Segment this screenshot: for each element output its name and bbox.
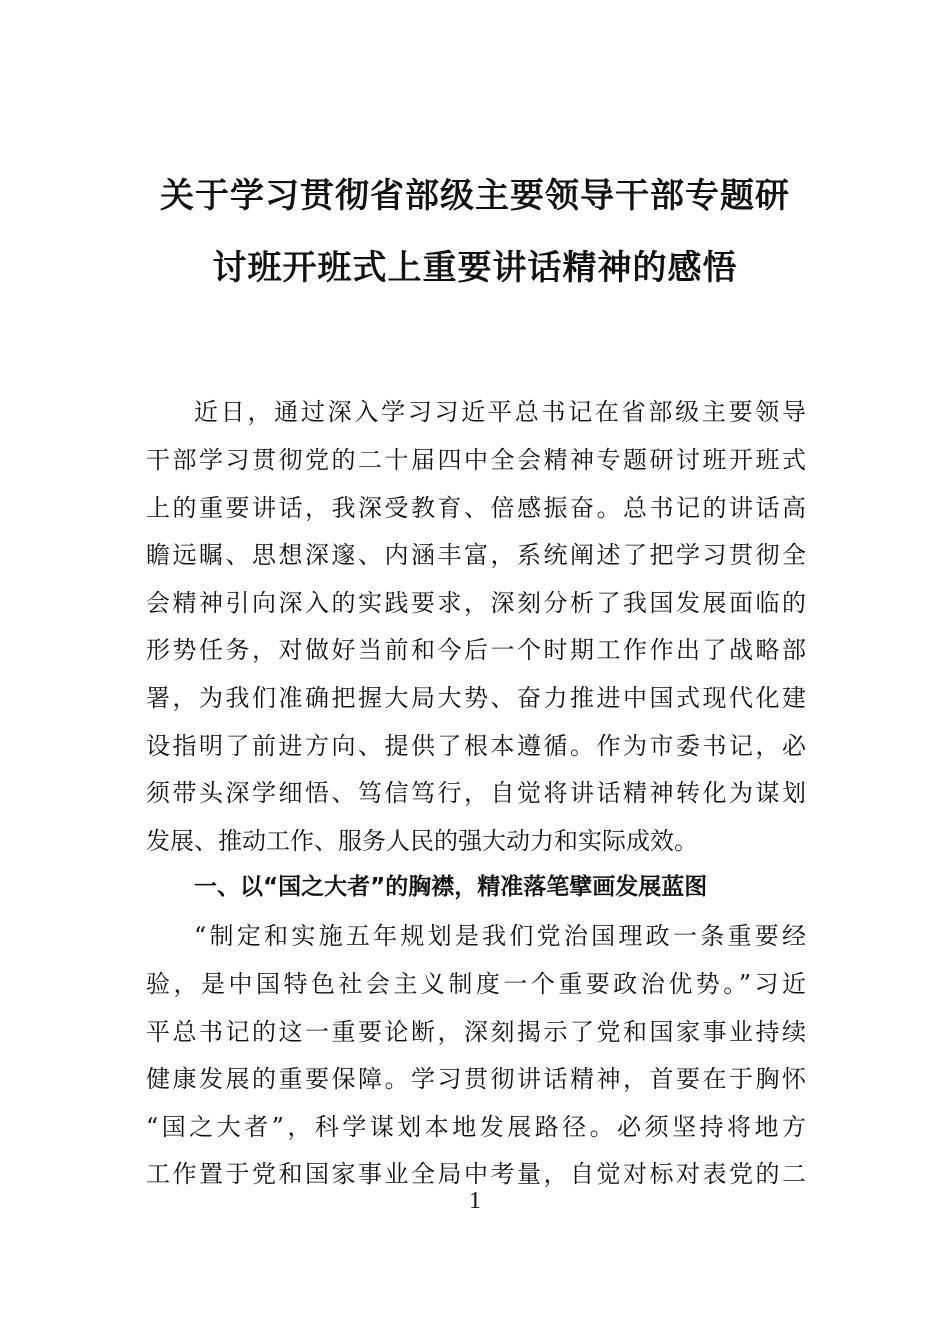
page-number: 1 [469,1188,481,1214]
paragraph-line: 近日，通过深入学习习近平总书记在省部级主要领导 [194,398,806,426]
paragraph-line: 瞻远瞩、思想深邃、内涵丰富，系统阐述了把学习贯彻全 [146,541,806,569]
paragraph-line: 署，为我们准确把握大局大势、奋力推进中国式现代化建 [146,684,806,712]
paragraph-line: 会精神引向深入的实践要求，深刻分析了我国发展面临的 [146,589,806,617]
section-heading-1: 一、以“国之大者”的胸襟，精准落笔擘画发展蓝图 [194,874,708,900]
paragraph-line: 发展、推动工作、服务人民的强大动力和实际成效。 [146,827,698,855]
document-title-line-1: 关于学习贯彻省部级主要领导干部专题研 [160,176,790,216]
paragraph-line: 干部学习贯彻党的二十届四中全会精神专题研讨班开班式 [146,446,806,474]
paragraph-line: 验，是中国特色社会主义制度一个重要政治优势。”习近 [146,970,806,998]
paragraph-line: 形势任务，对做好当前和今后一个时期工作作出了战略部 [146,636,806,664]
paragraph-line: 平总书记的这一重要论断，深刻揭示了党和国家事业持续 [146,1018,806,1046]
paragraph-line: 设指明了前进方向、提供了根本遵循。作为市委书记，必 [146,732,806,760]
paragraph-line: “国之大者”，科学谋划本地发展路径。必须坚持将地方 [146,1113,806,1141]
paragraph-line: 上的重要讲话，我深受教育、倍感振奋。总书记的讲话高 [146,494,806,522]
paragraph-line: 工作置于党和国家事业全局中考量，自觉对标对表党的二 [146,1160,806,1188]
document-title-line-2: 讨班开班式上重要讲话精神的感悟 [212,248,738,288]
paragraph-line: 须带头深学细悟、笃信笃行，自觉将讲话精神转化为谋划 [146,779,806,807]
paragraph-line: 健康发展的重要保障。学习贯彻讲话精神，首要在于胸怀 [146,1065,806,1093]
paragraph-line: “制定和实施五年规划是我们党治国理政一条重要经 [194,922,806,950]
